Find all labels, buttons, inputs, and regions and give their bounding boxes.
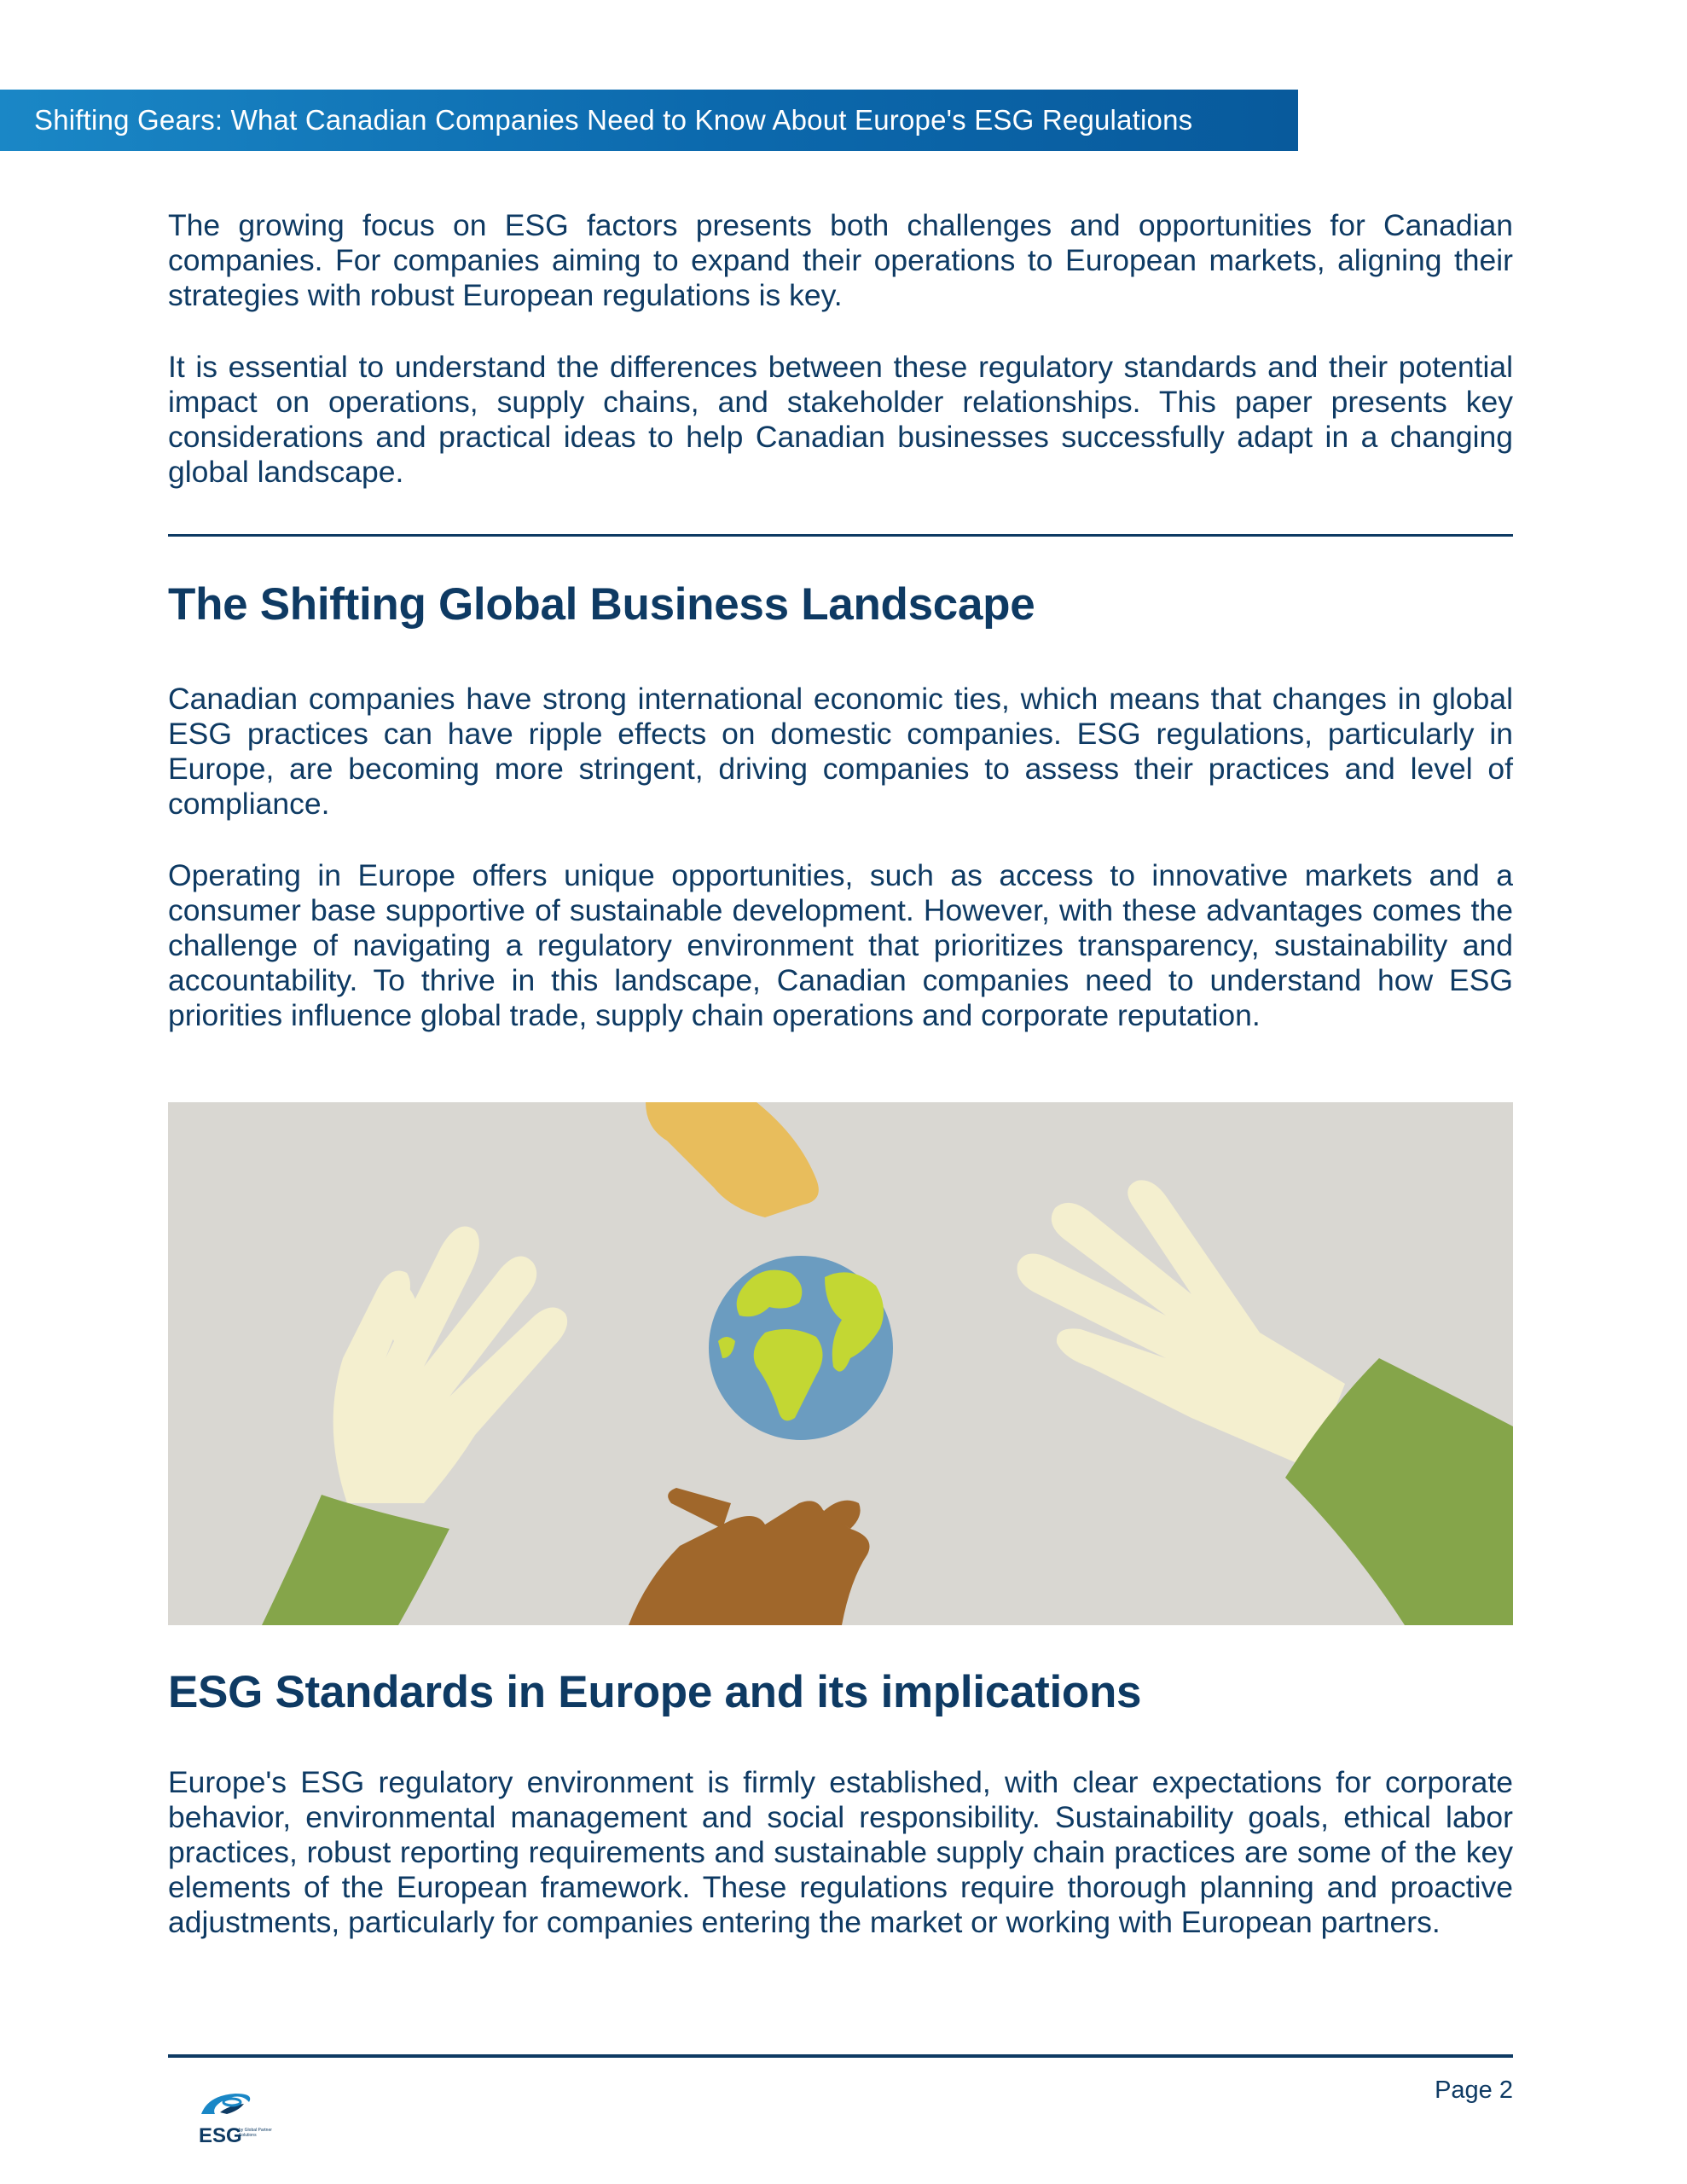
footer-divider <box>168 2054 1513 2058</box>
esg-logo <box>194 2083 271 2152</box>
standards-paragraph-1: Europe's ESG regulatory environment is firmly established, with clear expectations for corporate behavior, environmental management and social responsibility. Sustainability goals, ethical labor practices, robust reporting requirements and sustainable supply chain practices are some of the key elements of the European framework. These regulations require thorough planning and proactive adjustments, particularly for companies entering the market or working with European partners. <box>168 1765 1513 1939</box>
landscape-paragraph-1-wrap <box>168 682 1513 822</box>
standards-paragraph-1-wrap <box>168 1765 1513 1940</box>
landscape-paragraph-1: Canadian companies have strong international economic ties, which means that changes in global ESG practices can have ripple effects on domestic companies. ESG regulations, particularly in Europe, are becoming more stringent, driving companies to assess their practices and level of compliance. <box>168 682 1513 821</box>
intro-paragraph-1-wrap <box>168 208 1513 313</box>
header-banner: Shifting Gears: What Canadian Companies Need to Know About Europe's ESG Regulations <box>0 90 1298 151</box>
logo-subtext: by Global Partner Solutions <box>239 2128 272 2138</box>
globe-illustration <box>709 1256 893 1440</box>
section-divider <box>168 534 1513 537</box>
hands-globe-photo <box>168 1102 1513 1625</box>
landscape-heading: The Shifting Global Business Landscape <box>168 579 1035 630</box>
standards-heading: ESG Standards in Europe and its implications <box>168 1667 1142 1717</box>
page-number: Page 2 <box>1435 2077 1513 2104</box>
intro-paragraph-2: It is essential to understand the differences between these regulatory standards and their potential impact on operations, supply chains, and stakeholder relationships. This paper presents key considerations and practical ideas to help Canadian businesses successfully adapt in a changing global landscape. <box>168 350 1513 489</box>
intro-paragraph-2-wrap <box>168 350 1513 490</box>
intro-paragraph-1: The growing focus on ESG factors presents both challenges and opportunities for Canadian companies. For companies aiming to expand their operations to European markets, aligning their strategies with robust European regulations is key. <box>168 208 1513 312</box>
logo-text: ESG <box>199 2124 242 2147</box>
landscape-paragraph-2-wrap <box>168 858 1513 1033</box>
landscape-paragraph-2: Operating in Europe offers unique opportunities, such as access to innovative markets and a consumer base supportive of sustainable development. However, with these advantages comes the challenge of navigating a regulatory environment that prioritizes transparency, sustainability and accountability. To thrive in this landscape, Canadian companies need to understand how ESG priorities influence global trade, supply chain operations and corporate reputation. <box>168 858 1513 1032</box>
